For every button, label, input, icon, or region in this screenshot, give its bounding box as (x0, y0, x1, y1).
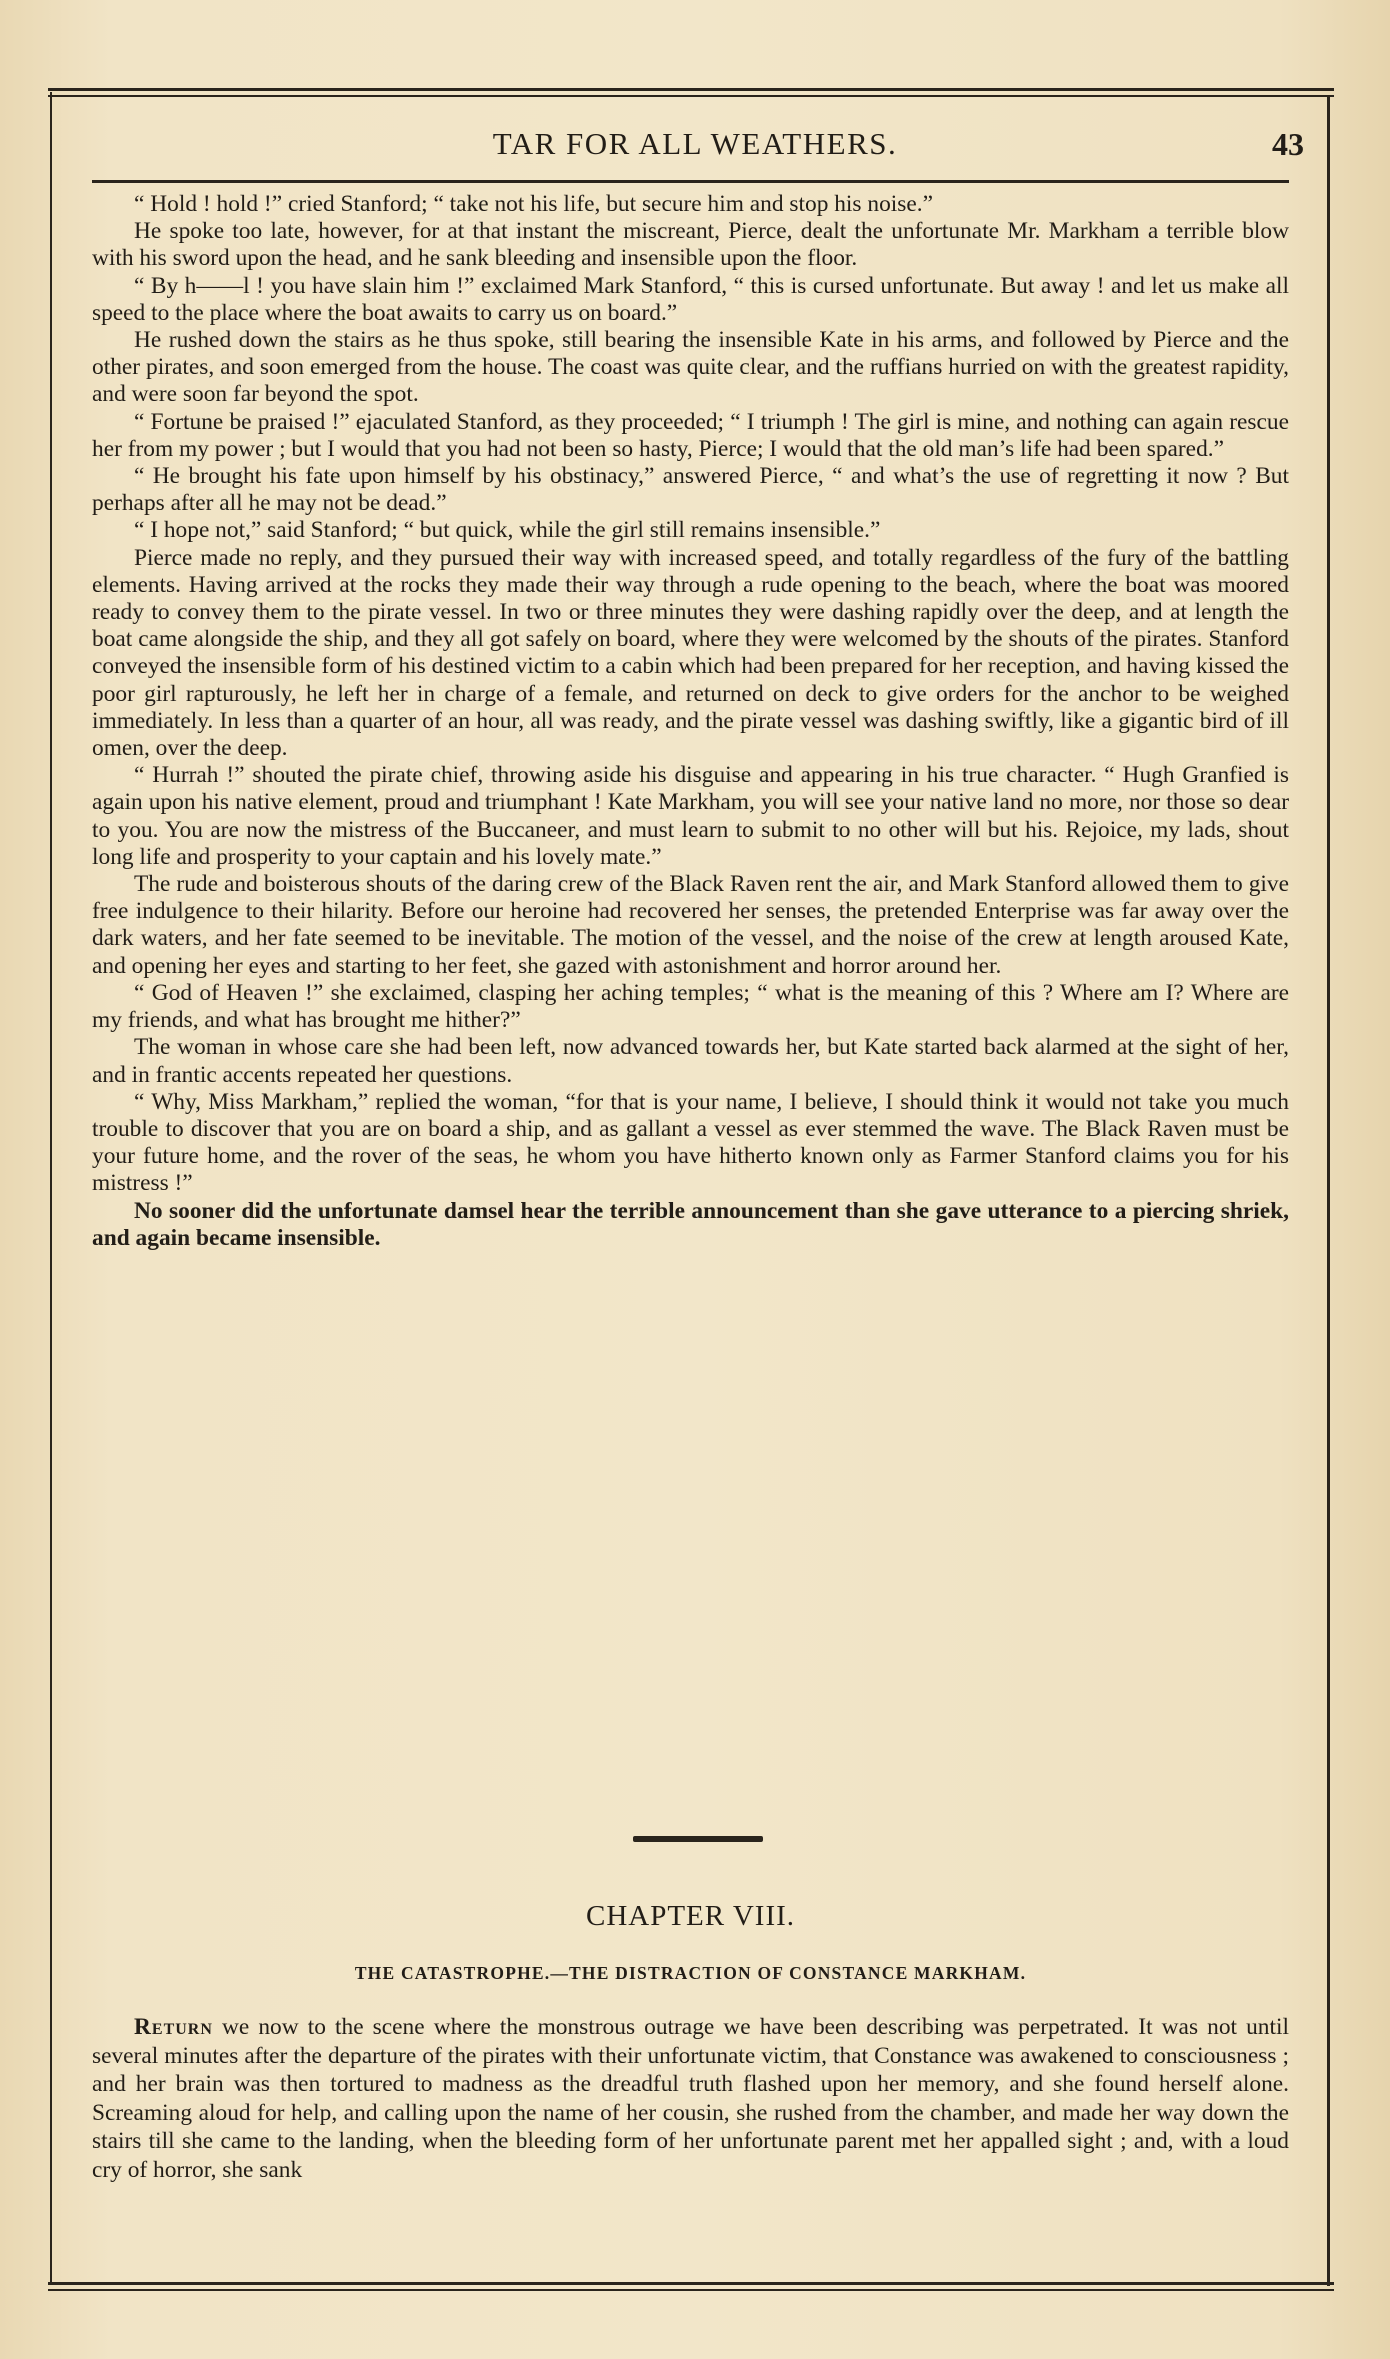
paragraph: He spoke too late, however, for at that instant the miscreant, Pierce, dealt the unfortunate Mr. Markham a terrible blow with his sword upon the head, and he sank bleeding and insensible upon the floor. (92, 218, 1289, 272)
paragraph: “ I hope not,” said Stanford; “ but quick, while the girl still remains insensible.” (134, 517, 881, 544)
chapter-lead-word: Return (134, 2014, 213, 2040)
page-header (60, 120, 1330, 170)
paragraph: “ Fortune be praised !” ejaculated Stanford, as they proceeded; “ I triumph ! The girl is mine, and nothing can again rescue her from my power ; but I would that you had not been so hasty, Pierce; I would that the old man’s life had been spared.” (92, 408, 1289, 462)
page-number: 43 (1272, 126, 1304, 162)
paragraph: No sooner did the unfortunate damsel hear the terrible announcement than she gave utterance to a piercing shriek, and again became insensible. (92, 1197, 1289, 1251)
paragraph: “ By h——l ! you have slain him !” exclaimed Mark Stanford, “ this is cursed unfortunate. But away ! and let us make all speed to the place where the boat awaits to carry us on board.” (92, 272, 1289, 326)
paragraph: He rushed down the stairs as he thus spoke, still bearing the insensible Kate in his arms, and followed by Pierce and the other pirates, and soon emerged from the house. The coast was quite clear, and the ruffians hurried on with the greatest rapidity, and were soon far beyond the spot. (92, 327, 1289, 408)
top-border-rule-inner (48, 95, 1334, 97)
paragraph: “ Hurrah !” shouted the pirate chief, throwing aside his disguise and appearing in his true character. “ Hugh Granfied is again upon his native element, proud and triumphant ! Kate Markham, you will see your native land no more, nor those so dear to you. You are now the mistress of the Buccaneer, and must learn to submit to no other will but his. Rejoice, my lads, shout long life and prosperity to your captain and his lovely mate.” (92, 762, 1289, 870)
section-divider (633, 1836, 763, 1842)
chapter-title: CHAPTER VIII. (585, 1900, 796, 1932)
story-text (92, 191, 1289, 1252)
paragraph: The woman in whose care she had been left, now advanced towards her, but Kate started back alarmed at the sight of her, and in frantic accents repeated her questions. (92, 1034, 1289, 1088)
header-rule (92, 180, 1289, 183)
bottom-border-rule (48, 2282, 1334, 2285)
chapter-opening-text: we now to the scene where the monstrous outrage we have been describing was perpetrated. It was not until several minutes after the departure of the pirates with their unfortunate victim, that Constance was awakened to consciousness ; and her brain was then tortured to madness as the dreadful truth flashed upon her memory, and she found herself alone. Screaming aloud for help, and calling upon the name of her cousin, she rushed from the chamber, and made her way down the stairs till she came to the landing, when the bleeding form of her unfortunate parent met her appalled sight ; and, with a loud cry of horror, she sank (92, 2014, 1289, 2183)
top-border-rule (48, 88, 1334, 91)
paragraph: The rude and boisterous shouts of the daring crew of the Black Raven rent the air, and Mark Stanford allowed them to give free indulgence to their hilarity. Before our heroine had recovered her senses, the pretended Enterprise was far away over the dark waters, and her fate seemed to be inevitable. The motion of the vessel, and the noise of the crew at length aroused Kate, and opening her eyes and starting to her feet, she gazed with astonishment and horror around her. (92, 871, 1289, 979)
paragraph: “ He brought his fate upon himself by his obstinacy,” answered Pierce, “ and what’s the use of regretting it now ? But perhaps after all he may not be dead.” (92, 463, 1289, 517)
left-border-rule (50, 92, 52, 2282)
chapter-opening (92, 2013, 1289, 2184)
paragraph: “ Hold ! hold !” cried Stanford; “ take not his life, but secure him and stop his noise.” (134, 191, 933, 217)
paragraph: “ Why, Miss Markham,” replied the woman, “for that is your name, I believe, I should think it would not take you much trouble to discover that you are on board a ship, and as gallant a vessel as ever stemmed the wave. The Black Raven must be your future home, and the rover of the seas, he whom you have hitherto known only as Farmer Stanford claims you for his mistress !” (92, 1088, 1289, 1197)
paragraph: Pierce made no reply, and they pursued their way with increased speed, and totally regardless of the fury of the battling elements. Having arrived at the rocks they made their way through a rude opening to the beach, where the boat was moored ready to convey them to the pirate vessel. In two or three minutes they were dashing rapidly over the deep, and at length the boat came alongside the ship, and they all got safely on board, where they were welcomed by the shouts of the pirates. Stanford conveyed the insensible form of his destined victim to a cabin which had been prepared for her reception, and having kissed the poor girl rapturously, he left her in charge of a female, and returned on deck to give orders for the anchor to be weighed immediately. In less than a quarter of an hour, all was ready, and the pirate vessel was dashing swiftly, like a gigantic bird of ill omen, over the deep. (92, 544, 1289, 762)
chapter-paragraph (92, 2013, 1289, 2184)
chapter-subtitle: THE CATASTROPHE.—THE DISTRACTION OF CONSTANCE MARKHAM. (354, 1963, 1027, 1983)
right-border-rule (1327, 96, 1330, 2286)
paragraph: “ God of Heaven !” she exclaimed, clasping her aching temples; “ what is the meaning of this ? Where am I? Where are my friends, and what has brought me hither?” (92, 979, 1289, 1034)
bottom-border-rule-inner (48, 2289, 1334, 2291)
running-title: TAR FOR ALL WEATHERS. (492, 126, 898, 161)
